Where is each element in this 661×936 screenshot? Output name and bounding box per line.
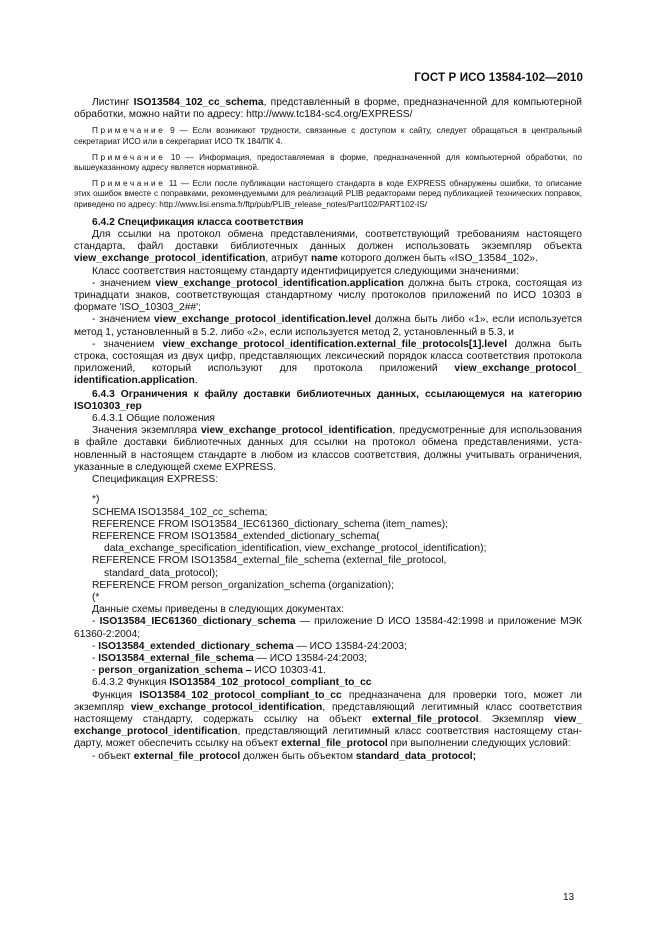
- list-item: - объект external_file_protocol должен быть объектом standard_data_protocol;: [92, 750, 477, 762]
- list-item: - ISO13584_IEC61360_dictionary_schema — приложение D ИСО 13584-42:1998 и приложение МЭК 61360-2:2004;: [74, 616, 583, 640]
- paragraph: Функция ISO13584_102_protocol_compliant_to_cc предназначена для проверки того, может ли экземпляр view_exchange_protocol_identification, представляющий легитимный класс соответствия настоящему стандарту, содержать ссылку на объект external_file_protocol. Экземпляр view_ exchange_protocol_identification, представляющий легитимный класс соответствия настоящему стандарту, может обеспечить ссылку на объект external_file_protocol при выполнении следующих условий:: [74, 689, 582, 750]
- note-9: Примечание 9 — Если возникают трудности, связанные с доступом к сайту, следует обращаться в центральный секретариат ИСО или в секретариат ИСО ТК 184/ПК 4.: [74, 126, 582, 146]
- code-line: (*: [92, 591, 100, 603]
- code-line: data_exchange_specification_identification, view_exchange_protocol_identification);: [104, 543, 487, 555]
- list-item: - значением view_exchange_protocol_identification.external_file_protocols[1].level должна быть строка, состоящая из двух цифр, представляющих лексический порядок класса соответствия протокола приложений, который используют для протокола приложений view_exchange_protocol_ identification.application.: [74, 338, 582, 387]
- page-number: 13: [563, 892, 575, 903]
- code-line: REFERENCE FROM ISO13584_IEC61360_dictionary_schema (item_names);: [92, 518, 449, 530]
- list-item: - person_organization_schema – ИСО 10303-41.: [92, 665, 326, 677]
- paragraph: Данные схемы приведены в следующих документах:: [92, 604, 345, 616]
- list-item: - ISO13584_extended_dictionary_schema — ИСО 13584-24:2003;: [92, 640, 407, 652]
- code-line: standard_data_protocol);: [104, 567, 218, 579]
- note-10: Примечание 10 — Информация, предоставляемая в форме, предназначенной для компьютерной обработки, по вышеуказанному адресу является нормативной.: [74, 152, 582, 173]
- list-item: - ISO13584_external_file_schema — ИСО 13584-24:2003;: [92, 652, 367, 664]
- subsection-heading-6-4-3-2: 6.4.3.2 Функция ISO13584_102_protocol_compliant_to_cc: [92, 677, 372, 689]
- section-heading-6-4-3: 6.4.3 Ограничения к файлу доставки библиотечных данных, ссылающемуся на категорию ISO10303_rep: [74, 388, 582, 412]
- section-heading-6-4-2: 6.4.2 Спецификация класса соответствия: [92, 216, 304, 228]
- list-item: - значением view_exchange_protocol_identification.application должна быть строка, состоящая из тринадцати знаков, соответствующая стандартному числу протоколов приложений по ИСО 10303 в формате 'ISO_10303_2##';: [74, 277, 582, 314]
- express-spec-label: Спецификация EXPRESS:: [92, 474, 219, 486]
- code-line: REFERENCE FROM ISO13584_extended_dictionary_schema(: [92, 530, 380, 542]
- code-line: *): [92, 494, 100, 506]
- document-header: ГОСТ Р ИСО 13584-102—2010: [414, 71, 583, 84]
- code-line: SCHEMA ISO13584_102_cc_schema;: [92, 506, 268, 518]
- code-line: REFERENCE FROM ISO13584_external_file_schema (external_file_protocol,: [92, 555, 447, 567]
- code-line: REFERENCE FROM person_organization_schema (organization);: [92, 579, 394, 591]
- paragraph: Для ссылки на протокол обмена представлениями, соответствующий требованиям настоящего стандарта, файл доставки библиотечных данных должен использовать экземпляр объекта view_exchange_protocol_identification, атрибут name которого должен быть «ISO_13584_102».: [74, 229, 582, 265]
- list-item: - значением view_exchange_protocol_identification.level должна быть либо «1», если используется метод 1, установленный в 5.2. либо «2», если используется метод 2, установленный в 5.3, и: [74, 314, 583, 338]
- subsection-heading-6-4-3-1: 6.4.3.1 Общие положения: [92, 413, 215, 425]
- paragraph: Значения экземпляра view_exchange_protocol_identification, предусмотренные для использования в файле доставки библиотечных данных для ссылки на протокол обмена представлениями, установленный в настоящем стандарте в любом из классов соответствия, должны учитывать ограничения, указанные в следующей схеме EXPRESS.: [74, 425, 582, 473]
- page-content: [74, 97, 582, 763]
- note-11: Примечание 11 — Если после публикации настоящего стандарта в коде EXPRESS обнаружены ошибки, то описание этих ошибок вместе с поправками, рекомендуемыми для реализаций PLIB редакторами перед публикацией технических поправок, приведено по адресу: http://www.lisi.ensma.fr/ftp/pub/PLIB_release_notes/Part102/PART102-IS/: [74, 179, 582, 209]
- paragraph: Класс соответствия настоящему стандарту идентифицируется следующими значениями:: [92, 265, 519, 277]
- intro-paragraph: Листинг ISO13584_102_cc_schema, представленный в форме, предназначенной для компьютерной обработки, можно найти по адресу: http://www.tc184-sc4.org/EXPRESS/: [74, 97, 582, 121]
